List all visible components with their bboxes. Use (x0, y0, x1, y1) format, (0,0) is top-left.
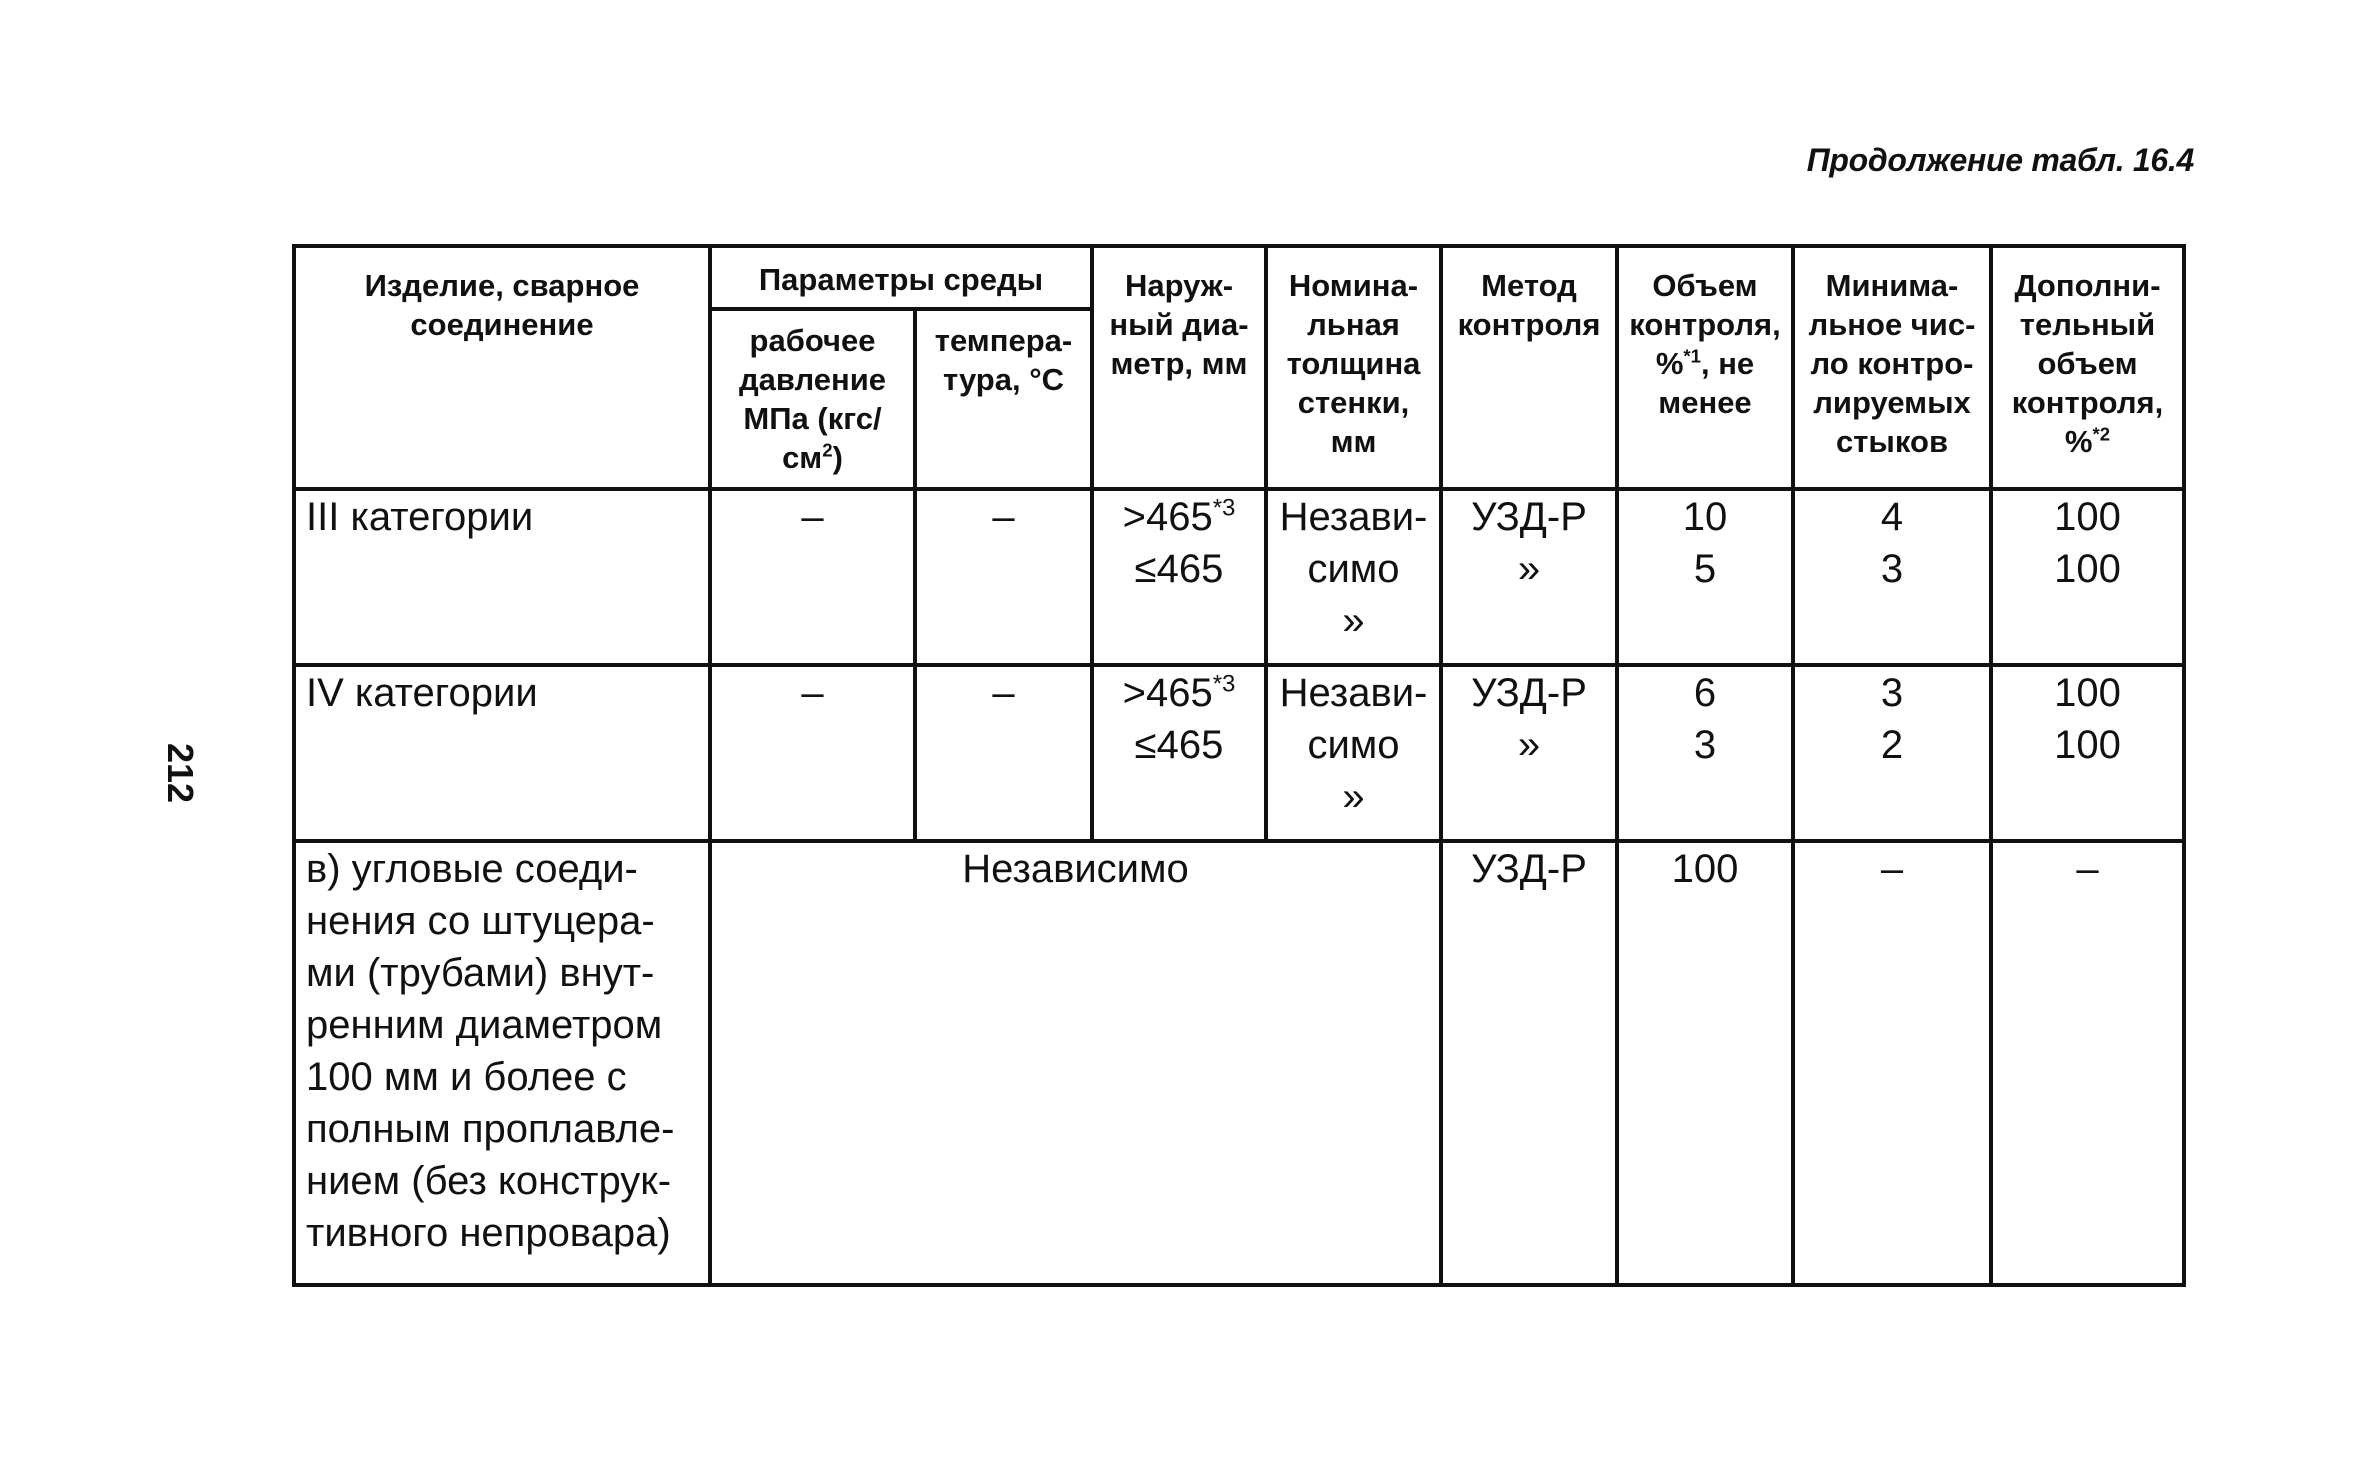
row-diameter: $>465^{*3}$ ≤465 (1092, 489, 1266, 665)
row-item: в) угловые соеди-нения со штуцера-ми (трубами) внут-ренним диаметром 100 мм и более с полным проплавле-нием (без конструк-тивного непровара) (294, 841, 710, 1285)
header-diameter: Наруж-ный диа-метр, мм (1092, 246, 1266, 489)
header-temperature: темпера-тура, °С (915, 309, 1092, 489)
page-number: 212 (160, 742, 202, 804)
table-row (294, 489, 2184, 665)
row-additional: 100 100 (1991, 665, 2184, 841)
row-volume: 6 3 (1617, 665, 1793, 841)
row-thickness: Незави- симо » (1266, 665, 1441, 841)
header-volume: Объем контроля, %$^{*1}$, не менее (1617, 246, 1793, 489)
row-pressure: – (710, 665, 915, 841)
row-min-joints: – (1793, 841, 1991, 1285)
header-additional: Дополни-тельный объем контроля, %$^{*2}$ (1991, 246, 2184, 489)
row-additional: 100 100 (1991, 489, 2184, 665)
table-row (294, 665, 2184, 841)
table-row (294, 841, 2184, 1285)
row-volume: 100 (1617, 841, 1793, 1285)
row-min-joints: 3 2 (1793, 665, 1991, 841)
inspection-table (292, 244, 2186, 1287)
header-env-params: Параметры среды (710, 246, 1092, 309)
row-item: IV категории (294, 665, 710, 841)
row-additional: – (1991, 841, 2184, 1285)
row-min-joints: 4 3 (1793, 489, 1991, 665)
row-volume: 10 5 (1617, 489, 1793, 665)
table-continuation-caption: Продолжение табл. 16.4 (1806, 142, 2194, 178)
header-pressure: рабочее давление МПа $(кгс/см^2)$ (710, 309, 915, 489)
header-item: Изделие, сварное соединение (294, 246, 710, 489)
row-merged-independent: Независимо (710, 841, 1441, 1285)
row-pressure: – (710, 489, 915, 665)
row-method: УЗД-Р (1441, 841, 1617, 1285)
row-temperature: – (915, 665, 1092, 841)
row-method: УЗД-Р » (1441, 489, 1617, 665)
header-method: Метод контроля (1441, 246, 1617, 489)
row-item: III категории (294, 489, 710, 665)
row-temperature: – (915, 489, 1092, 665)
header-row-1 (294, 246, 2184, 309)
row-method: УЗД-Р » (1441, 665, 1617, 841)
header-min-joints: Минима-льное чис-ло контро-лируемых стыков (1793, 246, 1991, 489)
header-thickness: Номина-льная толщина стенки, мм (1266, 246, 1441, 489)
row-thickness: Незави- симо » (1266, 489, 1441, 665)
row-diameter: $>465^{*3}$ ≤465 (1092, 665, 1266, 841)
